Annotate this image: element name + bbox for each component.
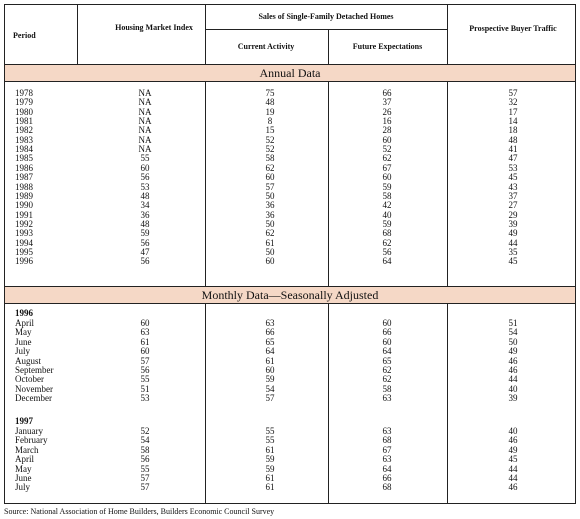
table-row [5, 154, 575, 163]
period-cell: 1979 [15, 97, 33, 108]
current-activity-cell: 60 [265, 365, 275, 375]
future-expectations-cell: 67 [382, 162, 392, 173]
table-row [5, 319, 575, 328]
buyer-traffic-cell: 43 [508, 181, 518, 192]
period-cell: 1978 [15, 88, 33, 98]
current-activity-cell: 61 [265, 355, 275, 366]
period-cell: 1995 [15, 246, 33, 257]
buyer-traffic-cell: 49 [508, 228, 518, 239]
housing-index-cell: 60 [140, 346, 150, 357]
buyer-traffic-cell: 57 [508, 88, 518, 98]
future-expectations-cell: 66 [382, 88, 392, 98]
table-row [5, 385, 575, 394]
housing-index-cell: 56 [140, 237, 150, 248]
current-activity-cell: 48 [265, 97, 275, 108]
housing-index-cell: NA [138, 144, 152, 155]
buyer-traffic-cell: 41 [508, 144, 518, 155]
period-cell: July [15, 482, 31, 493]
buyer-traffic-cell: 47 [508, 153, 518, 164]
period-cell: 1996 [15, 256, 33, 267]
table-row [5, 257, 575, 266]
buyer-traffic-cell: 46 [508, 435, 518, 446]
housing-index-cell: 56 [140, 172, 150, 183]
buyer-traffic-cell: 40 [508, 383, 518, 394]
current-activity-cell: 50 [265, 190, 275, 201]
housing-index-cell: NA [138, 88, 152, 98]
period-cell: December [15, 393, 52, 404]
header-housing-market-index: Housing Market Index [115, 23, 193, 32]
table-row [5, 474, 575, 483]
period-cell: 1989 [15, 190, 33, 201]
housing-index-cell: 52 [140, 426, 150, 436]
period-cell: 1988 [15, 181, 33, 192]
housing-index-cell: NA [138, 106, 152, 117]
current-activity-cell: 54 [265, 383, 275, 394]
year-label-1996: 1996 [15, 308, 33, 318]
period-cell: 1992 [15, 218, 33, 229]
future-expectations-cell: 67 [382, 444, 392, 455]
header-period: Period [13, 31, 36, 40]
housing-index-cell: 60 [140, 318, 150, 328]
buyer-traffic-cell: 14 [508, 116, 518, 127]
current-activity-cell: 55 [265, 426, 275, 436]
housing-index-cell: NA [138, 125, 152, 136]
buyer-traffic-cell: 44 [508, 237, 518, 248]
current-activity-cell: 61 [265, 444, 275, 455]
housing-index-cell: 48 [140, 190, 150, 201]
housing-index-cell: 34 [140, 200, 150, 211]
buyer-traffic-cell: 18 [508, 125, 518, 136]
current-activity-cell: 59 [265, 463, 275, 474]
future-expectations-cell: 62 [382, 153, 392, 164]
buyer-traffic-cell: 29 [508, 209, 518, 220]
current-activity-cell: 59 [265, 374, 275, 385]
header-future-expectations: Future Expectations [352, 42, 423, 51]
future-expectations-cell: 26 [382, 106, 392, 117]
period-cell: 1980 [15, 106, 33, 117]
current-activity-cell: 62 [265, 162, 275, 173]
table-row [5, 328, 575, 337]
future-expectations-cell: 66 [382, 327, 392, 338]
future-expectations-cell: 58 [382, 190, 392, 201]
current-activity-cell: 15 [265, 125, 275, 136]
housing-index-cell: 56 [140, 365, 150, 375]
housing-index-cell: 55 [140, 153, 150, 164]
buyer-traffic-cell: 45 [508, 454, 518, 465]
current-activity-cell: 60 [265, 172, 275, 183]
housing-index-cell: 61 [140, 336, 150, 347]
table-row [5, 98, 575, 107]
future-expectations-cell: 65 [382, 355, 392, 366]
future-expectations-cell: 66 [382, 473, 392, 483]
future-expectations-cell: 59 [382, 181, 392, 192]
future-expectations-cell: 60 [382, 336, 392, 347]
future-expectations-cell: 68 [382, 435, 392, 446]
buyer-traffic-cell: 40 [508, 426, 518, 436]
future-expectations-cell: 42 [382, 200, 392, 211]
current-activity-cell: 52 [265, 144, 275, 155]
housing-index-cell: NA [138, 134, 152, 145]
current-activity-cell: 57 [265, 393, 275, 404]
table-row [5, 211, 575, 220]
future-expectations-cell: 68 [382, 228, 392, 239]
buyer-traffic-cell: 51 [508, 318, 518, 328]
housing-index-cell: 60 [140, 162, 150, 173]
housing-index-cell: 56 [140, 256, 150, 267]
future-expectations-cell: 62 [382, 374, 392, 385]
table-row [5, 164, 575, 173]
buyer-traffic-cell: 27 [508, 200, 518, 211]
source-note: Source: National Association of Home Builders, Builders Economic Council Survey [4, 507, 275, 516]
table-row [5, 436, 575, 445]
table-row [5, 347, 575, 356]
table-row [5, 248, 575, 257]
buyer-traffic-cell: 32 [508, 97, 518, 108]
future-expectations-cell: 64 [382, 346, 392, 357]
current-activity-cell: 61 [265, 473, 275, 483]
current-activity-cell: 75 [265, 88, 275, 98]
period-cell: August [15, 355, 42, 366]
period-cell: February [15, 435, 48, 446]
buyer-traffic-cell: 49 [508, 346, 518, 357]
period-cell: May [15, 463, 32, 474]
current-activity-cell: 61 [265, 482, 275, 493]
current-activity-cell: 36 [265, 200, 275, 211]
housing-index-cell: 57 [140, 482, 150, 493]
period-cell: June [15, 336, 32, 347]
year-label-1997: 1997 [15, 416, 33, 426]
future-expectations-cell: 60 [382, 172, 392, 183]
housing-index-cell: 55 [140, 463, 150, 474]
buyer-traffic-cell: 39 [508, 218, 518, 229]
header-current-activity: Current Activity [237, 42, 295, 51]
table-row [5, 108, 575, 117]
monthly-data-band: Monthly Data—Seasonally Adjusted [5, 286, 575, 304]
future-expectations-cell: 62 [382, 365, 392, 375]
period-cell: June [15, 473, 32, 483]
future-expectations-cell: 63 [382, 454, 392, 465]
period-cell: November [15, 383, 53, 394]
housing-index-cell: 63 [140, 327, 150, 338]
period-cell: March [15, 444, 39, 455]
housing-index-cell: 51 [140, 383, 150, 394]
header-sales-group: Sales of Single-Family Detached Homes [258, 12, 394, 21]
table-row [5, 192, 575, 201]
buyer-traffic-cell: 44 [508, 463, 518, 474]
period-cell: 1991 [15, 209, 33, 220]
buyer-traffic-cell: 44 [508, 374, 518, 385]
column-divider [77, 5, 78, 65]
table-row [5, 136, 575, 145]
period-cell: October [15, 374, 44, 385]
table-row [5, 394, 575, 403]
table-row [5, 446, 575, 455]
housing-index-cell: 47 [140, 246, 150, 257]
future-expectations-cell: 68 [382, 482, 392, 493]
housing-index-cell: 53 [140, 181, 150, 192]
period-cell: 1982 [15, 125, 33, 136]
buyer-traffic-cell: 44 [508, 473, 518, 483]
housing-index-cell: 54 [140, 435, 150, 446]
future-expectations-cell: 63 [382, 426, 392, 436]
buyer-traffic-cell: 49 [508, 444, 518, 455]
current-activity-cell: 65 [265, 336, 275, 347]
housing-index-cell: 57 [140, 355, 150, 366]
housing-index-cell: 36 [140, 209, 150, 220]
current-activity-cell: 36 [265, 209, 275, 220]
period-cell: January [15, 426, 43, 436]
table-row [5, 465, 575, 474]
period-cell: 1985 [15, 153, 33, 164]
table-row [5, 366, 575, 375]
housing-index-cell: 58 [140, 444, 150, 455]
current-activity-cell: 57 [265, 181, 275, 192]
housing-index-cell: 56 [140, 454, 150, 465]
future-expectations-cell: 16 [382, 116, 392, 127]
buyer-traffic-cell: 46 [508, 482, 518, 493]
future-expectations-cell: 62 [382, 237, 392, 248]
table-row [5, 357, 575, 366]
table-row [5, 427, 575, 436]
buyer-traffic-cell: 45 [508, 172, 518, 183]
future-expectations-cell: 52 [382, 144, 392, 155]
future-expectations-cell: 60 [382, 134, 392, 145]
current-activity-cell: 59 [265, 454, 275, 465]
current-activity-cell: 62 [265, 228, 275, 239]
period-cell: September [15, 365, 54, 375]
table-row [5, 338, 575, 347]
period-cell: 1994 [15, 237, 33, 248]
buyer-traffic-cell: 50 [508, 336, 518, 347]
header-group-divider [205, 29, 447, 30]
future-expectations-cell: 37 [382, 97, 392, 108]
period-cell: 1990 [15, 200, 33, 211]
housing-index-cell: 48 [140, 218, 150, 229]
period-cell: 1987 [15, 172, 33, 183]
period-cell: 1984 [15, 144, 33, 155]
period-cell: 1981 [15, 116, 33, 127]
table-row [5, 89, 575, 98]
future-expectations-cell: 40 [382, 209, 392, 220]
future-expectations-cell: 64 [382, 256, 392, 267]
current-activity-cell: 52 [265, 134, 275, 145]
housing-index-cell: NA [138, 97, 152, 108]
future-expectations-cell: 59 [382, 218, 392, 229]
buyer-traffic-cell: 17 [508, 106, 518, 117]
table-header [5, 5, 575, 66]
buyer-traffic-cell: 46 [508, 365, 518, 375]
current-activity-cell: 50 [265, 246, 275, 257]
current-activity-cell: 55 [265, 435, 275, 446]
current-activity-cell: 61 [265, 237, 275, 248]
period-cell: April [15, 454, 34, 465]
housing-market-table [4, 4, 576, 504]
current-activity-cell: 60 [265, 256, 275, 267]
table-row [5, 229, 575, 238]
period-cell: April [15, 318, 34, 328]
current-activity-cell: 50 [265, 218, 275, 229]
buyer-traffic-cell: 45 [508, 256, 518, 267]
table-row [5, 375, 575, 384]
table-row [5, 239, 575, 248]
future-expectations-cell: 58 [382, 383, 392, 394]
future-expectations-cell: 63 [382, 393, 392, 404]
housing-index-cell: 57 [140, 473, 150, 483]
current-activity-cell: 19 [265, 106, 275, 117]
future-expectations-cell: 28 [382, 125, 392, 136]
table-row [5, 173, 575, 182]
period-cell: May [15, 327, 32, 338]
future-expectations-cell: 60 [382, 318, 392, 328]
table-row [5, 220, 575, 229]
period-cell: 1983 [15, 134, 33, 145]
header-prospective-buyer-traffic: Prospective Buyer Traffic [469, 24, 557, 33]
future-expectations-cell: 64 [382, 463, 392, 474]
table-row [5, 145, 575, 154]
table-row [5, 183, 575, 192]
table-row [5, 201, 575, 210]
housing-index-cell: 55 [140, 374, 150, 385]
housing-index-cell: NA [138, 116, 152, 127]
buyer-traffic-cell: 48 [508, 134, 518, 145]
buyer-traffic-cell: 53 [508, 162, 518, 173]
buyer-traffic-cell: 39 [508, 393, 518, 404]
table-row [5, 455, 575, 464]
period-cell: 1993 [15, 228, 33, 239]
future-expectations-cell: 56 [382, 246, 392, 257]
current-activity-cell: 64 [265, 346, 275, 357]
current-activity-cell: 58 [265, 153, 275, 164]
table-row [5, 126, 575, 135]
buyer-traffic-cell: 46 [508, 355, 518, 366]
current-activity-cell: 8 [267, 116, 273, 127]
buyer-traffic-cell: 54 [508, 327, 518, 338]
annual-data-band: Annual Data [5, 64, 575, 82]
buyer-traffic-cell: 37 [508, 190, 518, 201]
period-cell: 1986 [15, 162, 33, 173]
buyer-traffic-cell: 35 [508, 246, 518, 257]
table-row [5, 117, 575, 126]
table-row [5, 483, 575, 492]
current-activity-cell: 63 [265, 318, 275, 328]
current-activity-cell: 66 [265, 327, 275, 338]
housing-index-cell: 59 [140, 228, 150, 239]
period-cell: July [15, 346, 31, 357]
housing-index-cell: 53 [140, 393, 150, 404]
